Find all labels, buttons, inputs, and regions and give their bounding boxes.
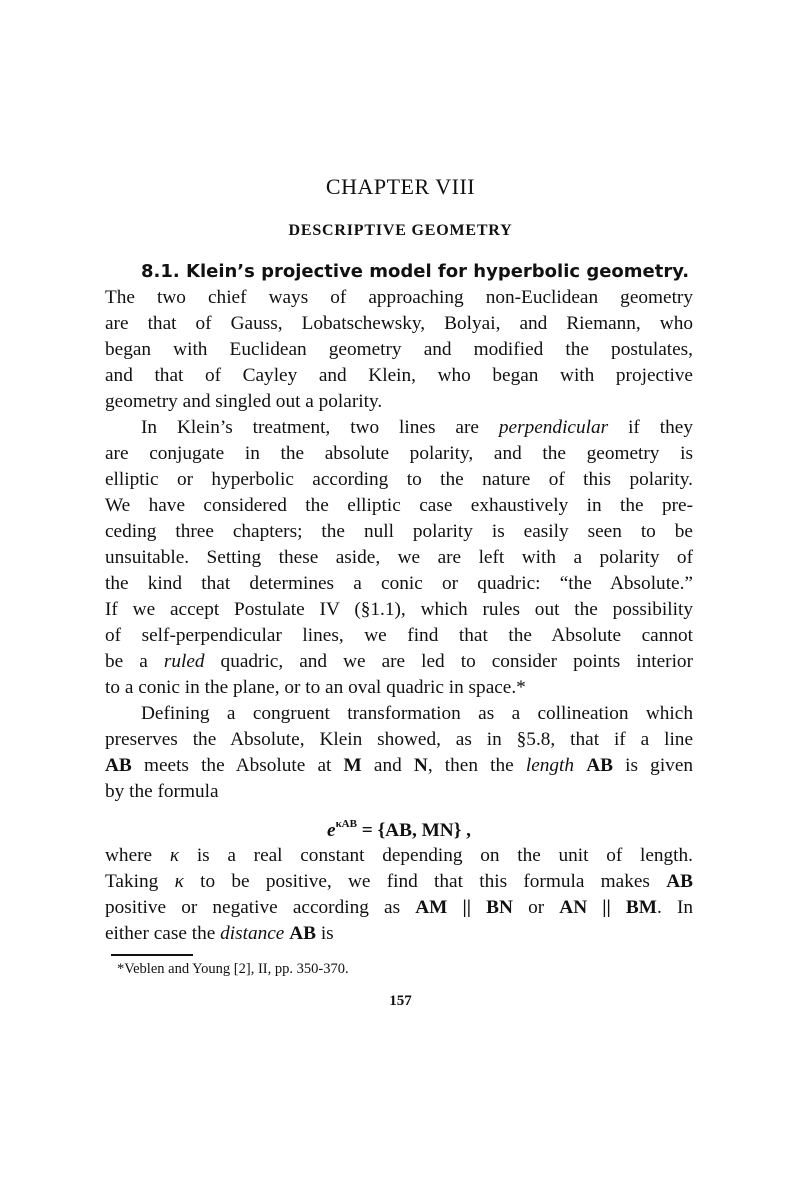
emphasis-perpendicular: perpendicular	[498, 417, 609, 438]
text-line: AB meets the Absolute at M and N, then the length AB is given	[105, 755, 694, 776]
chapter-title: CHAPTER VIII	[325, 174, 476, 199]
emphasis-ruled: ruled	[163, 651, 205, 672]
text-line: preserves the Absolute, Klein showed, as in §5.8, that if a line	[105, 729, 693, 750]
page-number: 157	[389, 993, 412, 1009]
text-line: The two chief ways of approaching non-Euclidean geometry	[105, 287, 693, 308]
length-formula: $e^{\kappa AB} = \{AB$, MN} ,	[327, 818, 471, 841]
text-line: unsuitable. Setting these aside, we are left with a polarity of	[105, 547, 693, 568]
footnote-rule	[111, 954, 193, 956]
text-line: the kind that determines a conic or quadric: “the Absolute.”	[105, 573, 693, 594]
text-line: elliptic or hyperbolic according to the nature of this polarity.	[105, 469, 693, 490]
text-line: be a ruled quadric, and we are led to consider points interior	[105, 651, 693, 672]
text-line: to a conic in the plane, or to an oval quadric in space.*	[105, 677, 526, 698]
text-line: are that of Gauss, Lobatschewsky, Bolyai, and Riemann, who	[105, 313, 693, 334]
text-line: geometry and singled out a polarity.	[105, 391, 383, 412]
emphasis-length: length	[525, 755, 575, 776]
text-line: of self-perpendicular lines, we find that the Absolute cannot	[105, 625, 693, 646]
text-line: Defining a congruent transformation as a collineation which	[141, 703, 693, 724]
text-line: Taking κ to be positive, we find that this formula makes AB	[105, 871, 694, 892]
section-heading: 8.1. Klein’s projective model for hyperbolic geometry.	[141, 261, 690, 282]
text-line: ceding three chapters; the null polarity is easily seen to be	[105, 521, 693, 542]
text-line: positive or negative according as AM || BN or AN || BM. In	[105, 897, 694, 918]
text-line: If we accept Postulate IV (§1.1), which rules out the possibility	[105, 599, 693, 620]
section-title: DESCRIPTIVE GEOMETRY	[288, 222, 513, 239]
text-line: We have considered the elliptic case exhaustively in the pre-	[105, 495, 693, 516]
text-line: by the formula	[105, 781, 219, 802]
text-line: are conjugate in the absolute polarity, and the geometry is	[105, 443, 693, 464]
text-line: and that of Cayley and Klein, who began with projective	[105, 365, 693, 386]
text-line: where κ is a real constant depending on the unit of length.	[105, 845, 693, 866]
text-line: In Klein’s treatment, two lines are perpendicular if they	[141, 417, 693, 438]
text-line: either case the distance AB is	[105, 923, 334, 944]
text-line: began with Euclidean geometry and modified the postulates,	[105, 339, 693, 360]
body-text	[105, 259, 693, 947]
emphasis-distance: distance	[220, 923, 285, 944]
footnote: *Veblen and Young [2], II, pp. 350-370.	[117, 961, 349, 977]
